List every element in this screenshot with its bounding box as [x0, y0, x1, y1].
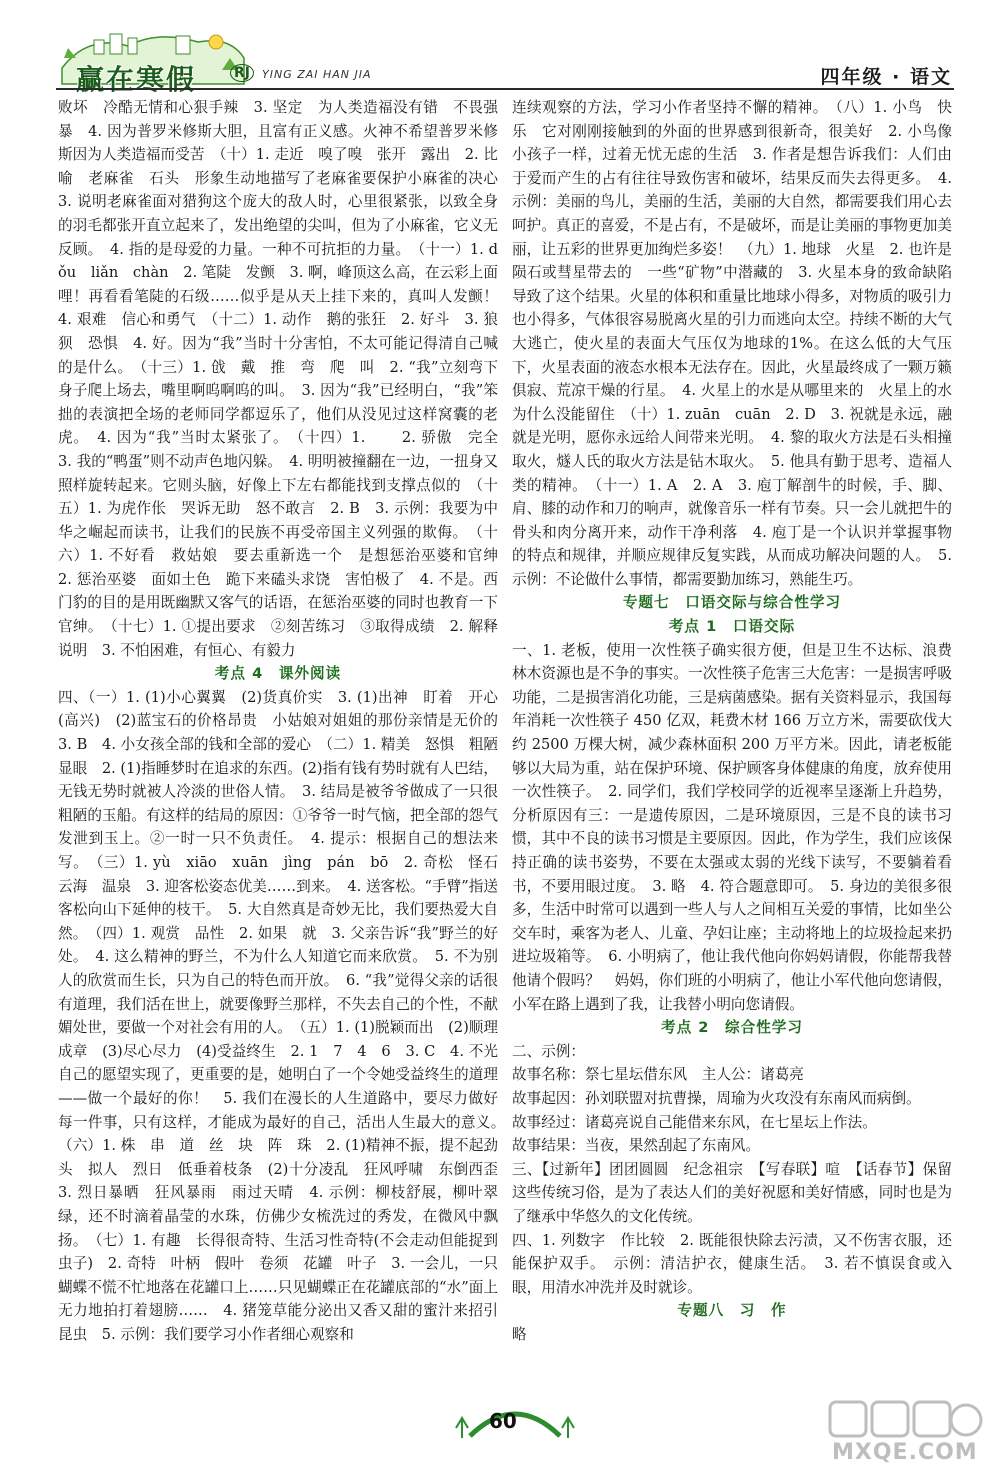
left-answer-column [58, 96, 513, 1346]
watermark-text: MXQE.COM [832, 1440, 978, 1465]
section-heading: 专题八 习 作 [677, 1302, 787, 1320]
page-footer [440, 1388, 590, 1448]
page-header [0, 0, 1000, 96]
answer-paragraph: 二、示例： 故事名称：祭七星坛借东风 主人公：诸葛亮 故事起因：孙刘联盟对抗曹操，周瑜为火攻没有东南风而病倒。 故事经过：诸葛亮说自己能借来东风，在七星坛上作法。 故事结果：当夜，果然刮起了东南风。 [512, 1042, 921, 1155]
section-heading: 考点 4 课外阅读 [214, 665, 342, 683]
subsection-heading: 考点 2 综合性学习 [661, 1019, 803, 1037]
section-heading: 专题七 口语交际与综合性学习 [622, 594, 842, 612]
book-title-pinyin: YING ZAI HAN JIA [262, 68, 372, 81]
answer-paragraph: 三、【过新年】团团圆圆 纪念祖宗 【写春联】喧 【话春节】保留这些传统习俗，是为了表达人们的美好祝愿和美好情感，同时也是为了继承中华悠久的文化传统。 [512, 1160, 952, 1225]
header-divider [56, 88, 954, 90]
answer-paragraph: 四、1. 列数字 作比较 2. 既能很快除去污渍，又不伤害衣服，还能保护双手。 示例：清洁护衣，健康生活。 3. 若不慎误食或入眼，用清水冲洗并及时就诊。 [512, 1231, 952, 1296]
answer-paragraph: 一、1. 老板，使用一次性筷子确实很方便，但是卫生不达标、浪费林木资源也是不争的事实。一次性筷子危害三大危害：一是损害呼吸功能，二是损害消化功能，三是病菌感染。据有关资料显示，我国每年消耗一次性筷子 450 亿双，耗费木材 166 万立方米，需要砍伐大约 2500 万棵大树，减少森林面积 200 万平方米。因此，请老板能够以大局为重，站在保护环境、保护顾客身体健康的角度，放弃使用一次性筷子。 2. 同学们，我们学校同学的近视率呈逐渐上升趋势，分析原因有三：一是遗传原因，二是环境原因，三是不良的读书习惯，其中不良的读书习惯是主要原因。因此，作为学生，我们应该保持正确的读书姿势，不要在太强或太弱的光线下读写，不要躺着看书，不要用眼过度。 3. 略 4. 符合题意即可。 5. 身边的美很多很多，生活中时常可以遇到一些人与人之间相互关爱的事情，比如坐公交车时，乘客为老人、儿童、孕妇让座；主动将地上的垃圾捡起来扔进垃圾箱等。 6. 小明病了，他让我代他向你妈妈请假，你能帮我替他请个假吗？ 妈妈，你们班的小明病了，他让小军代他向您请假，小军在路上遇到了我，让我替小明向您请假。 [512, 641, 952, 1013]
answer-paragraph: 连续观察的方法，学习小作者坚持不懈的精神。 （八）1. 小鸟 快乐 它对刚刚接触到的外面的世界感到很新奇，很美好 2. 小鸟像小孩子一样，过着无忧无虑的生活 3. 作者是想告诉我们：人们由于爱而产生的占有往往导致伤害和破坏，结果反而失去得更多。 4. 示例：美丽的鸟儿，美丽的生活，美丽的大自然，都需要我们用心去呵护。真正的喜爱，不是占有，不是破坏，而是让美丽的事物更加美丽，让五彩的世界更加绚烂多姿！ （九）1. 地球 火星 2. 也许是陨石或彗星带去的 一些“矿物”中潜藏的 3. 火星本身的致命缺陷导致了这个结果。火星的体积和重量比地球小得多，对物质的吸引力也小得多，气体很容易脱离火星的引力而逃向太空。持续不断的大气大逃亡，使火星的表面大气压仅为地球的1%。在这么低的大气压下，火星表面的液态水根本无法存在。因此，火星最终成了一颗万籁俱寂、荒凉干燥的行星。 4. 火星上的水是从哪里来的 火星上的水为什么没能留住 （十）1. zuān cuān 2. D 3. 祝就是永远，融就是光明，愿你永远给人间带来光明。 4. 黎的取火方法是石头相撞取火，燧人氏的取火方法是钻木取火。 5. 他具有勤于思考、造福人类的精神。 （十一）1. A 2. A 3. 庖丁解剖牛的时候，手、脚、肩、膝的动作和刀的响声，就像音乐一样有节奏。只一会儿就把牛的骨头和肉分离开来，动作干净利落 4. 庖丁是一个认识并掌握事物的特点和规律，并顺应规律反复实践，从而成功解决问题的人。 5. 示例：不论做什么事情，都需要勤加练习，熟能生巧。 [512, 99, 952, 588]
edition-badge: RJ [230, 64, 254, 82]
answer-paragraph: 败坏 冷酷无情和心狠手辣 3. 坚定 为人类造福没有错 不畏强暴 4. 因为普罗米修斯大胆，且富有正义感。火神不希望普罗米修斯因为人类造福而受苦 （十）1. 走近 嗅了嗅 张开 露出 2. 比喻 老麻雀 石头 形象生动地描写了老麻雀要保护小麻雀的决心 3. 说明老麻雀面对猎狗这个庞大的敌人时，心里很紧张，以致全身的羽毛都张开直立起来了，发出绝望的尖叫，但为了小麻雀，它义无反顾。 4. 指的是母爱的力量。一种不可抗拒的力量。 （十一）1. dǒu liǎn chàn 2. 笔陡 发颤 3. 啊，峰顶这么高，在云彩上面哩！再看看笔陡的石级……似乎是从天上挂下来的，真叫人发颤！ 4. 艰难 信心和勇气 （十二）1. 动作 鹅的张狂 2. 好斗 3. 狼狈 恐惧 4. 好。因为“我”当时十分害怕，不太可能记得清自己喊的是什么。 （十三）1. 戗 戴 推 弯 爬 叫 2. “我”立刻弯下身子爬上场去，嘴里啊呜啊呜的叫。 3. 因为“我”已经明白，“我”笨拙的表演把全场的老师同学都逗乐了，他们从没见过这样窝囊的老虎。 4. 因为“我”当时太紧张了。 （十四）1. 2. 骄傲 完全 3. 我的“鸭蛋”则不动声色地闪躲。 4. 明明被撞翻在一边，一扭身又照样旋转起来。它则头脑，好像上下左右都能找到支撑点似的 （十五）1. 为虎作伥 哭诉无助 怒不敢言 2. B 3. 示例：我要为中华之崛起而读书，让我们的民族不再受帝国主义列强的欺侮。 （十六）1. 不好看 救姑娘 要去重新选一个 是想惩治巫婆和官绅 2. 惩治巫婆 面如土色 跪下来磕头求饶 害怕极了 4. 不是。西门豹的目的是用既幽默又客气的话语，在惩治巫婆的同时也教育一下官绅。 （十七）1. ①提出要求 ②刻苦练习 ③取得成绩 2. 解释说明 3. 不怕困难，有恒心、有毅力 [58, 99, 513, 659]
grade-subject-label: 四年级 · 语文 [820, 66, 952, 88]
answer-paragraph: 四、（一）1. (1)小心翼翼 (2)货真价实 3. (1)出神 盯着 开心(高兴) (2)蓝宝石的价格昂贵 小姑娘对姐姐的那份亲情是无价的 3. B 4. 小女孩全部的钱和全部的爱心 （二）1. 精美 怒惧 粗陋 显眼 2. (1)指睡梦时在追求的东西。(2)指有钱有势时就有人巴结，无钱无势时就被人冷淡的世俗人情。 3. 结局是被爷爷做成了一只很粗陋的玉船。有这样的结局的原因：①爷爷一时气恼，把全部的怨气发泄到玉上。②一时一只不负责任。 4. 提示：根据自己的想法来写。 （三）1. yù xiāo xuān jìng pán bō 2. 奇松 怪石 云海 温泉 3. 迎客松姿态优美……到来。 4. 送客松。“手臂”指送客松向山下延伸的枝干。 5. 大自然真是奇妙无比，我们要热爱大自然。 （四）1. 观赏 品性 2. 如果 就 3. 父亲告诉“我”野兰的好处。 4. 这么精神的野兰，不为什么人知道它而来欣赏。 5. 不为别人的欣赏而生长，只为自己的特色而开放。 6. “我”觉得父亲的话很有道理，我们活在世上，就要像野兰那样，不失去自己的个性，不献媚处世，要做一个对社会有用的人。 （五）1. (1)脱颖而出 (2)顺理成章 (3)尽心尽力 (4)受益终生 2. 1 7 4 6 3. C 4. 不光自己的愿望实现了，更重要的是，她明白了一个令她受益终生的道理——做一个最好的你！ 5. 我们在漫长的人生道路中，要尽力做好每一件事，只有这样，才能成为最好的自己，活出人生最大的意义。 （六）1. 株 串 道 丝 块 阵 珠 2. (1)精神不振，提不起劲头 拟人 烈日 低垂着枝条 (2)十分凌乱 狂风呼啸 东倒西歪 3. 烈日暴晒 狂风暴雨 雨过天晴 4. 示例：柳枝舒展，柳叶翠绿，还不时滴着晶莹的水珠，仿佛少女梳洗过的秀发，在微风中飘扬。 （七）1. 有趣 长得很奇特、生活习性奇特(不会走动但能捉到虫子) 2. 奇特 叶柄 假叶 卷须 花罐 叶子 3. 一会儿，一只蝴蝶不慌不忙地落在花罐口上……只见蝴蝶正在花罐底部的“水”面上无力地拍打着翅膀…… 4. 猪笼草能分泌出又香又甜的蜜汁来招引昆虫 5. 示例：我们要学习小作者细心观察和 [58, 688, 513, 1343]
page-number: 60 [489, 1409, 517, 1433]
right-answer-column [512, 96, 952, 1346]
subsection-heading: 考点 1 口语交际 [668, 618, 796, 636]
answer-paragraph: 略 [512, 1325, 527, 1343]
book-title: 赢在寒假 [76, 63, 197, 96]
book-logo [58, 28, 248, 96]
site-watermark [826, 1398, 986, 1468]
watermark-stamp-icon [826, 1398, 986, 1442]
